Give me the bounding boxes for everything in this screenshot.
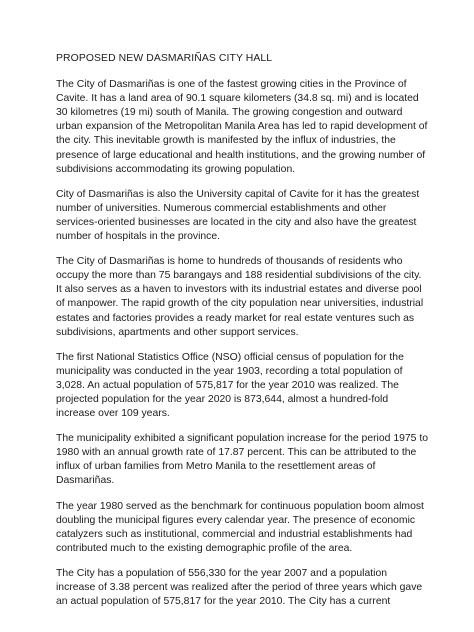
document-page: [56, 52, 428, 620]
paragraph-university-capital: City of Dasmariñas is also the University capital of Cavite for it has the greatest number of universities. Numerous commercial establishments and other services-oriented businesses are located in the city and also have the greatest number of hospitals in the province.: [56, 188, 420, 243]
document-title: PROPOSED NEW DASMARIÑAS CITY HALL: [56, 53, 273, 64]
paragraph-growth-1975-1980: The municipality exhibited a significant population increase for the period 1975 to 1980 with an annual growth rate of 17.87 percent. This can be attributed to the influx of urban families from Metro Manila to the resettlement areas of Dasmariñas.: [56, 433, 428, 487]
paragraph-census: The first National Statistics Office (NSO) official census of population for the municipality was conducted in the year 1903, recording a total population of 3,028. An actual population of 575,817 for the year 2010 was realized. The projected population for the year 2020 is 873,644, almost a hundred-fold increase over 109 years.: [56, 351, 404, 420]
paragraph-residents: The City of Dasmariñas is home to hundreds of thousands of residents who occupy the more than 75 barangays and 188 residential subdivisions of the city. It also serves as a haven to investors with its industrial estates and diverse pool of manpower. The rapid growth of the city population near universities, industrial estates and factories provides a ready market for real estate ventures such as subdivisions, apartments and other support services.: [56, 256, 424, 338]
paragraph-benchmark-1980: The year 1980 served as the benchmark for continuous population boom almost doubling the municipal figures every calendar year. The presence of economic catalyzers such as institutional, commercial and industrial establishments had contributed much to the existing demographic profile of the area.: [56, 500, 424, 554]
paragraph-population-2007: The City has a population of 556,330 for the year 2007 and a population increase of 3.38 percent was realized after the period of three years which gave an actual population of 575,817 for the year 2010. The City has a current: [56, 567, 423, 608]
paragraph-overview: The City of Dasmariñas is one of the fastest growing cities in the Province of Cavite. It has a land area of 90.1 square kilometers (34.8 sq. mi) and is located 30 kilometres (19 mi) south of Manila. The growing congestion and outward urban expansion of the Metropolitan Manila Area has led to rapid development of the city. This inevitable growth is manifested by the influx of industries, the presence of large educational and health institutions, and the growing number of subdivisions accommodating its growing population.: [56, 79, 428, 175]
